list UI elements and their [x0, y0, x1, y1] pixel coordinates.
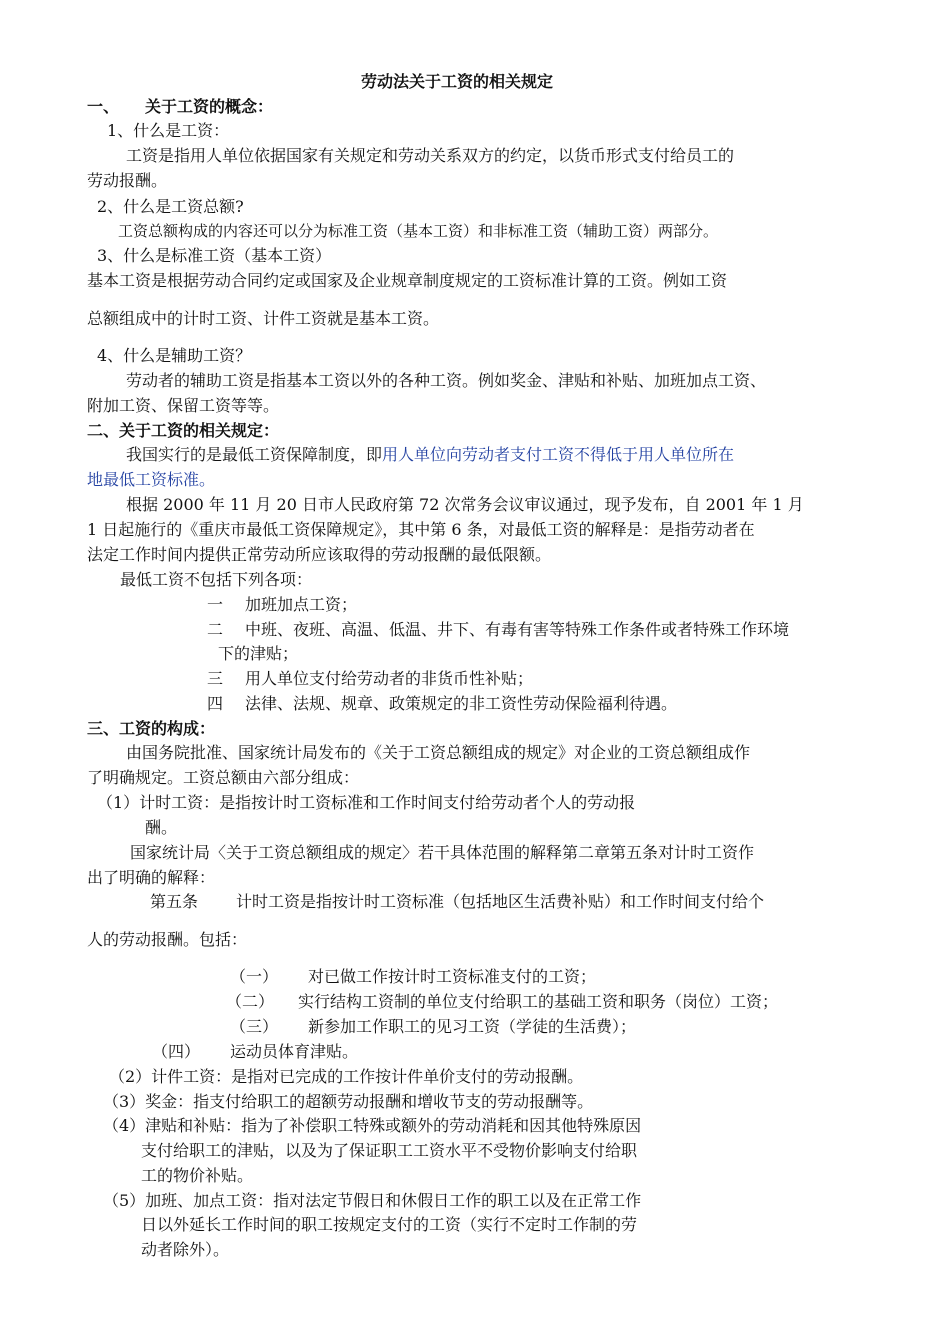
sub-item: 对已做工作按计时工资标准支付的工资；	[308, 967, 597, 986]
paragraph-line: 工资总额构成的内容还可以分为标准工资（基本工资）和非标准工资（辅助工资）两部分。	[118, 222, 719, 240]
paragraph-line: 1 日起施行的《重庆市最低工资保障规定》，其中第 6 条，对最低工资的解释是：是指劳动者在	[87, 520, 755, 539]
sub-item-number: （二）	[226, 992, 275, 1011]
question-3: 3、什么是标准工资（基本工资）	[97, 246, 332, 265]
list-item: （1）计时工资：是指按计时工资标准和工作时间支付给劳动者个人的劳动报	[97, 793, 636, 812]
section-1-number: 一、	[87, 97, 120, 116]
sub-item-number: （四）	[152, 1042, 201, 1061]
question-4: 4、什么是辅助工资？	[97, 346, 252, 365]
list-item: （3）奖金：指支付给职工的超额劳动报酬和增收节支的劳动报酬等。	[103, 1092, 594, 1111]
sub-item-number: （一）	[230, 967, 279, 986]
list-item-number: 二	[207, 620, 224, 639]
paragraph-line: 出了明确的解释：	[87, 868, 216, 887]
paragraph-line: 根据 2000 年 11 月 20 日市人民政府第 72 次常务会议审议通过，现予发布，自 2001 年 1 月	[126, 495, 804, 514]
list-item: （4）津贴和补贴：指为了补偿职工特殊或额外的劳动消耗和因其他特殊原因	[103, 1116, 642, 1135]
list-item: 用人单位支付给劳动者的非货币性补贴；	[245, 669, 534, 688]
paragraph-line	[126, 444, 734, 466]
page-title: 劳动法关于工资的相关规定	[361, 72, 554, 91]
paragraph-line: 由国务院批准、国家统计局发布的《关于工资总额组成的规定》对企业的工资总额组成作	[126, 743, 751, 762]
article-label: 第五条	[150, 892, 199, 911]
paragraph-line: 劳动者的辅助工资是指基本工资以外的各种工资。例如奖金、津贴和补贴、加班加点工资、	[126, 371, 767, 390]
paragraph-line: 最低工资不包括下列各项：	[120, 570, 313, 589]
sub-item: 新参加工作职工的见习工资（学徒的生活费）；	[308, 1017, 637, 1036]
list-item: 加班加点工资；	[245, 595, 358, 614]
list-item: 日以外延长工作时间的职工按规定支付的工资（实行不定时工作制的劳	[141, 1215, 638, 1234]
paragraph-line: 劳动报酬。	[87, 171, 168, 190]
list-item: 法律、法规、规章、政策规定的非工资性劳动保险福利待遇。	[245, 694, 678, 713]
section-3-heading: 三、工资的构成：	[87, 719, 216, 738]
list-item: 工的物价补贴。	[141, 1166, 254, 1185]
list-item-number: 四	[207, 694, 224, 713]
list-item: （2）计件工资：是指对已完成的工作按计件单价支付的劳动报酬。	[109, 1067, 584, 1086]
list-item: 动者除外）。	[141, 1240, 230, 1259]
section-1-heading: 关于工资的概念：	[145, 97, 274, 116]
paragraph-line: 人的劳动报酬。包括：	[87, 930, 248, 949]
highlighted-text: 地最低工资标准。	[87, 470, 216, 489]
paragraph-line: 附加工资、保留工资等等。	[87, 396, 280, 415]
question-2: 2、什么是工资总额?	[97, 197, 244, 216]
paragraph-line: 国家统计局〈关于工资总额组成的规定〉若干具体范围的解释第二章第五条对计时工资作	[130, 843, 755, 862]
list-item-number: 一	[207, 595, 224, 614]
paragraph-line: 法定工作时间内提供正常劳动所应该取得的劳动报酬的最低限额。	[87, 545, 552, 564]
section-2-heading: 二、关于工资的相关规定：	[87, 421, 280, 440]
paragraph-line: 总额组成中的计时工资、计件工资就是基本工资。	[87, 309, 440, 328]
sub-item-number: （三）	[230, 1017, 279, 1036]
highlighted-text: 用人单位向劳动者支付工资不得低于用人单位所在	[382, 445, 735, 464]
list-item: 支付给职工的津贴，以及为了保证职工工资水平不受物价影响支付给职	[141, 1141, 638, 1160]
question-1: 1、什么是工资：	[107, 121, 230, 140]
paragraph-text: 我国实行的是最低工资保障制度，即	[126, 445, 383, 464]
paragraph-line: 了明确规定。工资总额由六部分组成：	[87, 768, 360, 787]
list-item: 酬。	[145, 818, 178, 837]
list-item: 中班、夜班、高温、低温、井下、有毒有害等特殊工作条件或者特殊工作环境	[245, 620, 790, 639]
paragraph-line: 计时工资是指按计时工资标准（包括地区生活费补贴）和工作时间支付给个	[236, 892, 765, 911]
list-item: 下的津贴；	[218, 644, 299, 663]
paragraph-line: 工资是指用人单位依据国家有关规定和劳动关系双方的约定，以货币形式支付给员工的	[126, 146, 735, 165]
sub-item: 实行结构工资制的单位支付给职工的基础工资和职务（岗位）工资；	[298, 992, 779, 1011]
list-item-number: 三	[207, 669, 224, 688]
paragraph-line: 基本工资是根据劳动合同约定或国家及企业规章制度规定的工资标准计算的工资。例如工资	[87, 271, 728, 290]
list-item: （5）加班、加点工资：指对法定节假日和休假日工作的职工以及在正常工作	[103, 1191, 642, 1210]
sub-item: 运动员体育津贴。	[230, 1042, 359, 1061]
